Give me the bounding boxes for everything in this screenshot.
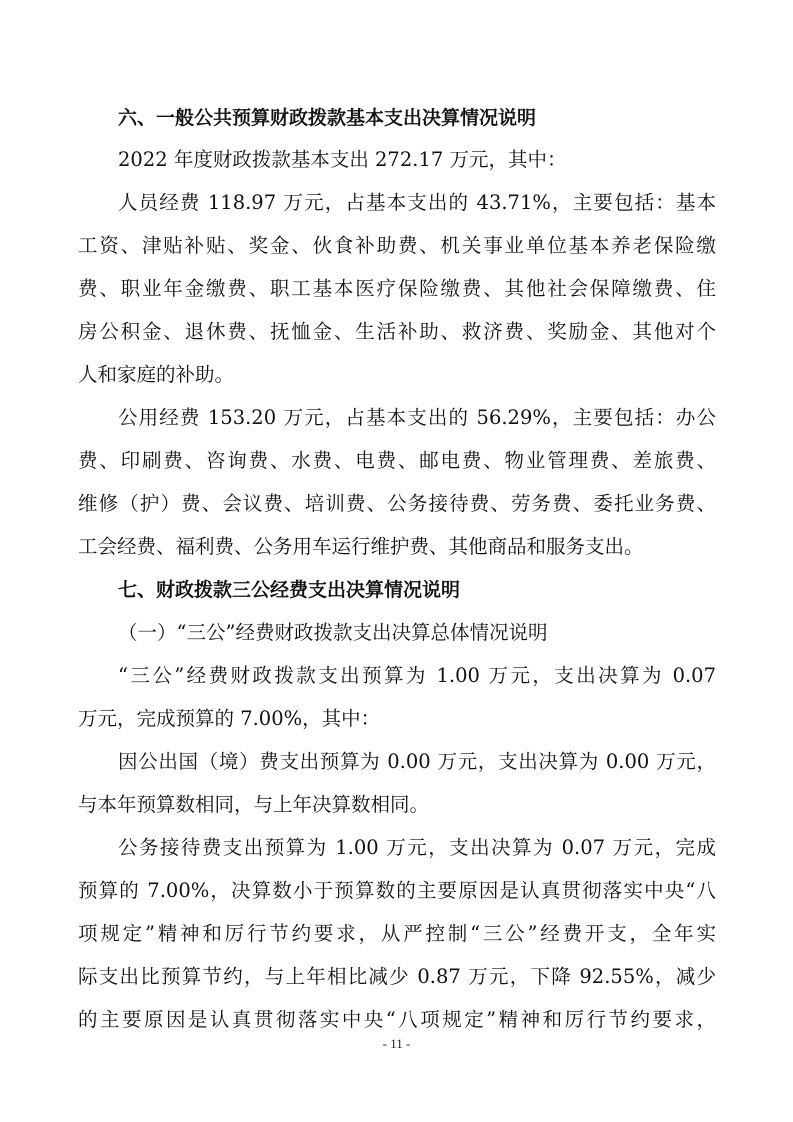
paragraph-basic-expenditure-summary: 2022 年度财政拨款基本支出 272.17 万元，其中： bbox=[118, 148, 567, 171]
paragraph-personnel-line: 人和家庭的补助。 bbox=[78, 363, 235, 386]
paragraph-personnel-line: 房公积金、退休费、抚恤金、生活补助、救济费、奖励金、其他对个 bbox=[78, 320, 716, 343]
paragraph-personnel-line: 人员经费 118.97 万元，占基本支出的 43.71%，主要包括：基本 bbox=[118, 191, 716, 214]
paragraph-abroad-line: 与本年预算数相同，与上年决算数相同。 bbox=[78, 793, 430, 816]
paragraph-public-line: 维修（护）费、会议费、培训费、公务接待费、劳务费、委托业务费、 bbox=[78, 492, 716, 515]
paragraph-reception-line: 项规定”精神和厉行节约要求，从严控制“三公”经费开支，全年实 bbox=[78, 922, 716, 945]
paragraph-public-line: 工会经费、福利费、公务用车运行维护费、其他商品和服务支出。 bbox=[78, 535, 644, 558]
paragraph-overall-line: 万元，完成预算的 7.00%，其中： bbox=[78, 707, 381, 730]
paragraph-reception-line: 预算的 7.00%，决算数小于预算数的主要原因是认真贯彻落实中央“八 bbox=[78, 879, 716, 902]
paragraph-personnel-line: 工资、津贴补贴、奖金、伙食补助费、机关事业单位基本养老保险缴 bbox=[78, 234, 716, 257]
page-number: - 11 - bbox=[382, 1036, 411, 1051]
paragraph-reception-line: 公务接待费支出预算为 1.00 万元，支出决算为 0.07 万元，完成 bbox=[118, 836, 716, 859]
paragraph-public-line: 费、印刷费、咨询费、水费、电费、邮电费、物业管理费、差旅费、 bbox=[78, 449, 716, 472]
paragraph-personnel-line: 费、职业年金缴费、职工基本医疗保险缴费、其他社会保障缴费、住 bbox=[78, 277, 716, 300]
section-heading-basic-expenditure: 六、一般公共预算财政拨款基本支出决算情况说明 bbox=[118, 107, 537, 129]
paragraph-overall-line: “三公”经费财政拨款支出预算为 1.00 万元，支出决算为 0.07 bbox=[118, 664, 716, 687]
paragraph-reception-line: 际支出比预算节约，与上年相比减少 0.87 万元，下降 92.55%，减少 bbox=[78, 965, 716, 988]
section-heading-three-public: 七、财政拨款三公经费支出决算情况说明 bbox=[118, 579, 461, 601]
paragraph-public-line: 公用经费 153.20 万元，占基本支出的 56.29%，主要包括：办公 bbox=[118, 406, 716, 429]
subheading-three-public-overall: （一）“三公”经费财政拨款支出决算总体情况说明 bbox=[118, 621, 548, 644]
paragraph-abroad-line: 因公出国（境）费支出预算为 0.00 万元，支出决算为 0.00 万元， bbox=[118, 750, 716, 773]
paragraph-reception-line: 的主要原因是认真贯彻落实中央“八项规定”精神和厉行节约要求， bbox=[78, 1008, 716, 1031]
